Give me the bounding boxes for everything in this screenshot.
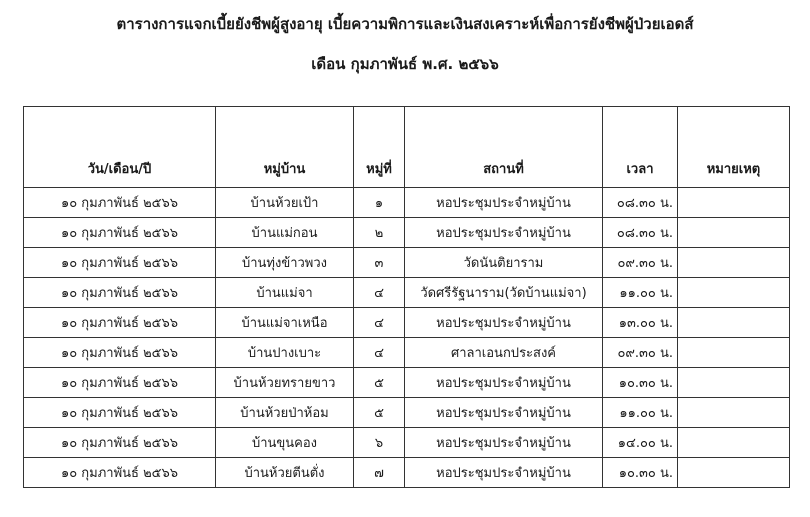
cell-place: หอประชุมประจำหมู่บ้าน: [405, 398, 603, 428]
cell-time: ๐๙.๓๐ น.: [603, 338, 678, 368]
table-row: [24, 338, 790, 368]
cell-note: [678, 278, 790, 308]
cell-date: ๑๐ กุมภาพันธ์ ๒๕๖๖: [24, 338, 216, 368]
cell-village: บ้านห้วยตีนตั่ง: [216, 458, 354, 488]
cell-date: ๑๐ กุมภาพันธ์ ๒๕๖๖: [24, 458, 216, 488]
document-subtitle-month: เดือน กุมภาพันธ์ พ.ศ. ๒๕๖๖: [311, 55, 499, 73]
cell-note: [678, 398, 790, 428]
cell-date: ๑๐ กุมภาพันธ์ ๒๕๖๖: [24, 398, 216, 428]
cell-place: วัดศรีรัฐนาราม(วัดบ้านแม่จา): [405, 278, 603, 308]
cell-time: ๐๙.๓๐ น.: [603, 248, 678, 278]
cell-moo: ๑: [354, 188, 405, 218]
cell-note: [678, 458, 790, 488]
cell-moo: ๕: [354, 398, 405, 428]
cell-moo: ๔: [354, 308, 405, 338]
cell-date: ๑๐ กุมภาพันธ์ ๒๕๖๖: [24, 308, 216, 338]
cell-moo: ๔: [354, 338, 405, 368]
cell-date: ๑๐ กุมภาพันธ์ ๒๕๖๖: [24, 188, 216, 218]
cell-time: ๑๓.๐๐ น.: [603, 308, 678, 338]
cell-moo: ๖: [354, 428, 405, 458]
document-title: ตารางการแจกเบี้ยยังชีพผู้สูงอายุ เบี้ยความพิการและเงินสงเคราะห์เพื่อการยังชีพผู้ป่วยเอดส์: [116, 15, 694, 33]
cell-village: บ้านขุนคอง: [216, 428, 354, 458]
cell-time: ๑๐.๓๐ น.: [603, 368, 678, 398]
cell-village: บ้านทุ่งข้าวพวง: [216, 248, 354, 278]
column-header-moo: หมู่ที่: [354, 107, 405, 188]
cell-time: ๑๐.๓๐ น.: [603, 458, 678, 488]
table-row: [24, 188, 790, 218]
cell-note: [678, 368, 790, 398]
cell-place: หอประชุมประจำหมู่บ้าน: [405, 428, 603, 458]
cell-place: หอประชุมประจำหมู่บ้าน: [405, 218, 603, 248]
table-row: [24, 368, 790, 398]
cell-note: [678, 248, 790, 278]
cell-moo: ๓: [354, 248, 405, 278]
cell-village: บ้านแม่จาเหนือ: [216, 308, 354, 338]
cell-note: [678, 188, 790, 218]
cell-moo: ๗: [354, 458, 405, 488]
table-row: [24, 278, 790, 308]
cell-place: หอประชุมประจำหมู่บ้าน: [405, 458, 603, 488]
cell-time: ๑๔.๐๐ น.: [603, 428, 678, 458]
cell-time: ๑๑.๐๐ น.: [603, 278, 678, 308]
column-header-note: หมายเหตุ: [678, 107, 790, 188]
column-header-date: วัน/เดือน/ปี: [24, 107, 216, 188]
cell-date: ๑๐ กุมภาพันธ์ ๒๕๖๖: [24, 278, 216, 308]
table-row: [24, 428, 790, 458]
cell-time: ๑๑.๐๐ น.: [603, 398, 678, 428]
cell-village: บ้านห้วยเป้า: [216, 188, 354, 218]
table-header-row: [24, 107, 790, 188]
cell-date: ๑๐ กุมภาพันธ์ ๒๕๖๖: [24, 218, 216, 248]
table-body: [24, 188, 790, 488]
cell-note: [678, 218, 790, 248]
table-row: [24, 218, 790, 248]
cell-moo: ๒: [354, 218, 405, 248]
cell-place: ศาลาเอนกประสงค์: [405, 338, 603, 368]
cell-moo: ๕: [354, 368, 405, 398]
cell-place: วัดนันติยาราม: [405, 248, 603, 278]
cell-date: ๑๐ กุมภาพันธ์ ๒๕๖๖: [24, 248, 216, 278]
table-row: [24, 308, 790, 338]
cell-village: บ้านห้วยทรายขาว: [216, 368, 354, 398]
cell-village: บ้านแม่จา: [216, 278, 354, 308]
cell-note: [678, 428, 790, 458]
table-row: [24, 398, 790, 428]
cell-place: หอประชุมประจำหมู่บ้าน: [405, 308, 603, 338]
cell-place: หอประชุมประจำหมู่บ้าน: [405, 368, 603, 398]
cell-note: [678, 338, 790, 368]
cell-time: ๐๘.๓๐ น.: [603, 188, 678, 218]
column-header-time: เวลา: [603, 107, 678, 188]
column-header-place: สถานที่: [405, 107, 603, 188]
cell-village: บ้านปางเบาะ: [216, 338, 354, 368]
cell-date: ๑๐ กุมภาพันธ์ ๒๕๖๖: [24, 428, 216, 458]
cell-date: ๑๐ กุมภาพันธ์ ๒๕๖๖: [24, 368, 216, 398]
column-header-village: หมู่บ้าน: [216, 107, 354, 188]
cell-village: บ้านแม่กอน: [216, 218, 354, 248]
table-row: [24, 248, 790, 278]
schedule-table: [23, 106, 790, 488]
cell-moo: ๔: [354, 278, 405, 308]
cell-note: [678, 308, 790, 338]
cell-village: บ้านห้วยป่าห้อม: [216, 398, 354, 428]
table-row: [24, 458, 790, 488]
cell-time: ๐๘.๓๐ น.: [603, 218, 678, 248]
cell-place: หอประชุมประจำหมู่บ้าน: [405, 188, 603, 218]
